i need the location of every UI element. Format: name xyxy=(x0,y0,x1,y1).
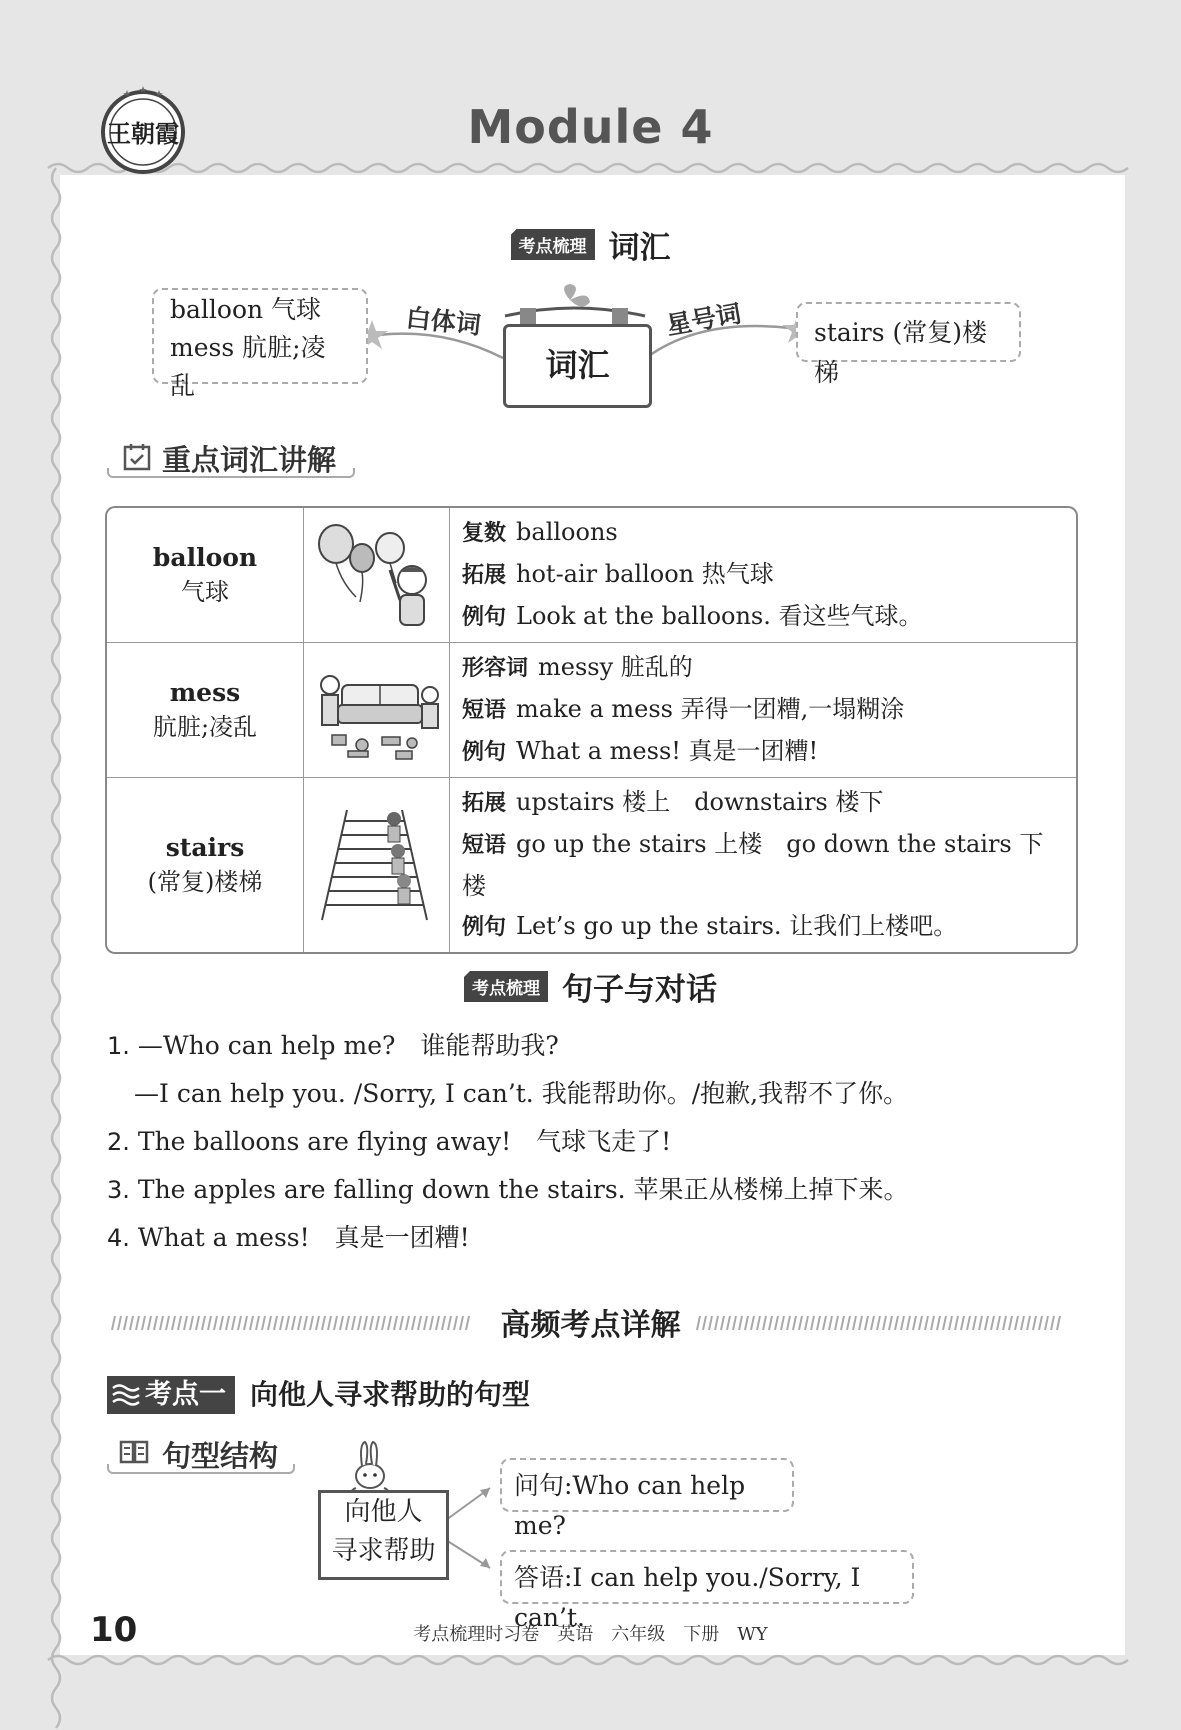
section-tag: 考点梳理 xyxy=(464,971,548,1002)
messy-room-picture-icon xyxy=(312,655,442,765)
picture-cell xyxy=(304,643,450,778)
vocab-left-box xyxy=(152,288,368,400)
detail-line: 短语 make a mess 弄得一团糟,一塌糊涂 xyxy=(462,695,905,723)
logo-text: 王朝霞 xyxy=(107,119,179,148)
stairs-picture-icon xyxy=(312,805,442,925)
sentence-1-question: 1. —Who can help me? 谁能帮助我? xyxy=(107,1031,559,1060)
structure-heading: 句型结构 xyxy=(162,1439,279,1473)
table-row xyxy=(107,508,1076,643)
wave-icon xyxy=(111,1383,141,1407)
detail-line: 短语 go up the stairs 上楼 go down the stairs 下楼 xyxy=(462,830,1044,900)
detail-cell xyxy=(450,778,1077,953)
picture-cell xyxy=(304,778,450,953)
detail-cell xyxy=(450,643,1077,778)
vocab-right-box xyxy=(796,302,1021,387)
word-cell xyxy=(107,643,304,778)
balloon-picture-icon xyxy=(312,520,442,630)
detail-line: 形容词 messy 脏乱的 xyxy=(462,653,693,681)
word-cell xyxy=(107,508,304,643)
point-label: 考点一 xyxy=(107,1376,235,1414)
structure-answer-box: 答语:I can help you./Sorry, I can’t. xyxy=(500,1550,914,1604)
vocab-center-box: 词汇 xyxy=(503,324,652,408)
structure-question-box: 问句:Who can help me? xyxy=(500,1458,794,1512)
vocab-item-stairs: stairs (常复)楼梯 xyxy=(814,318,988,387)
table-row xyxy=(107,643,1076,778)
section-sentences-heading xyxy=(0,964,1181,1009)
vocab-item-balloon: balloon 气球 xyxy=(170,295,322,324)
vocab-table xyxy=(107,508,1076,952)
sentence-1-answer: —I can help you. /Sorry, I can’t. 我能帮助你。/抱歉,我帮不了你。 xyxy=(134,1079,909,1108)
word: balloon xyxy=(152,543,258,572)
sentence-4: 4. What a mess! 真是一团糟! xyxy=(107,1223,470,1252)
detail-line: 拓展 upstairs 楼上 downstairs 楼下 xyxy=(462,788,884,816)
point-title: 向他人寻求帮助的句型 xyxy=(250,1378,531,1411)
high-freq-title: 高频考点详解 xyxy=(500,1308,681,1343)
detail-line: 例句 What a mess! 真是一团糟! xyxy=(462,737,819,765)
page-number: 10 xyxy=(90,1610,138,1650)
detail-cell xyxy=(450,508,1077,643)
vocab-item-mess: mess 肮脏;凌乱 xyxy=(170,333,326,400)
word: stairs xyxy=(165,833,245,862)
word-meaning: 气球 xyxy=(181,578,229,606)
section-tag: 考点梳理 xyxy=(511,229,595,260)
sentence-2: 2. The balloons are flying away! 气球飞走了! xyxy=(107,1127,672,1156)
sentence-3: 3. The apples are falling down the stairs. 苹果正从楼梯上掉下来。 xyxy=(107,1175,909,1204)
heading-underline xyxy=(107,468,355,478)
footer-text: 考点梳理时习卷 英语 六年级 下册 WY xyxy=(413,1624,768,1645)
key-vocab-heading: 重点词汇讲解 xyxy=(162,443,337,477)
word-cell xyxy=(107,778,304,953)
module-title: Module 4 xyxy=(467,100,714,154)
word-meaning: (常复)楼梯 xyxy=(147,868,263,896)
detail-line: 例句 Let’s go up the stairs. 让我们上楼吧。 xyxy=(462,912,958,940)
detail-line: 例句 Look at the balloons. 看这些气球。 xyxy=(462,602,923,630)
word: mess xyxy=(169,678,241,707)
vocab-left-label: 白体词 xyxy=(404,303,483,340)
structure-center-box: 向他人 寻求帮助 xyxy=(318,1490,449,1580)
word-meaning: 肮脏;凌乱 xyxy=(152,713,258,741)
detail-line: 拓展 hot-air balloon 热气球 xyxy=(462,560,774,588)
table-row xyxy=(107,778,1076,953)
section-title: 词汇 xyxy=(608,230,671,266)
vocab-right-label: 星号词 xyxy=(664,298,744,341)
detail-line: 复数 balloons xyxy=(462,518,618,546)
picture-cell xyxy=(304,508,450,643)
section-title: 句子与对话 xyxy=(562,972,717,1008)
